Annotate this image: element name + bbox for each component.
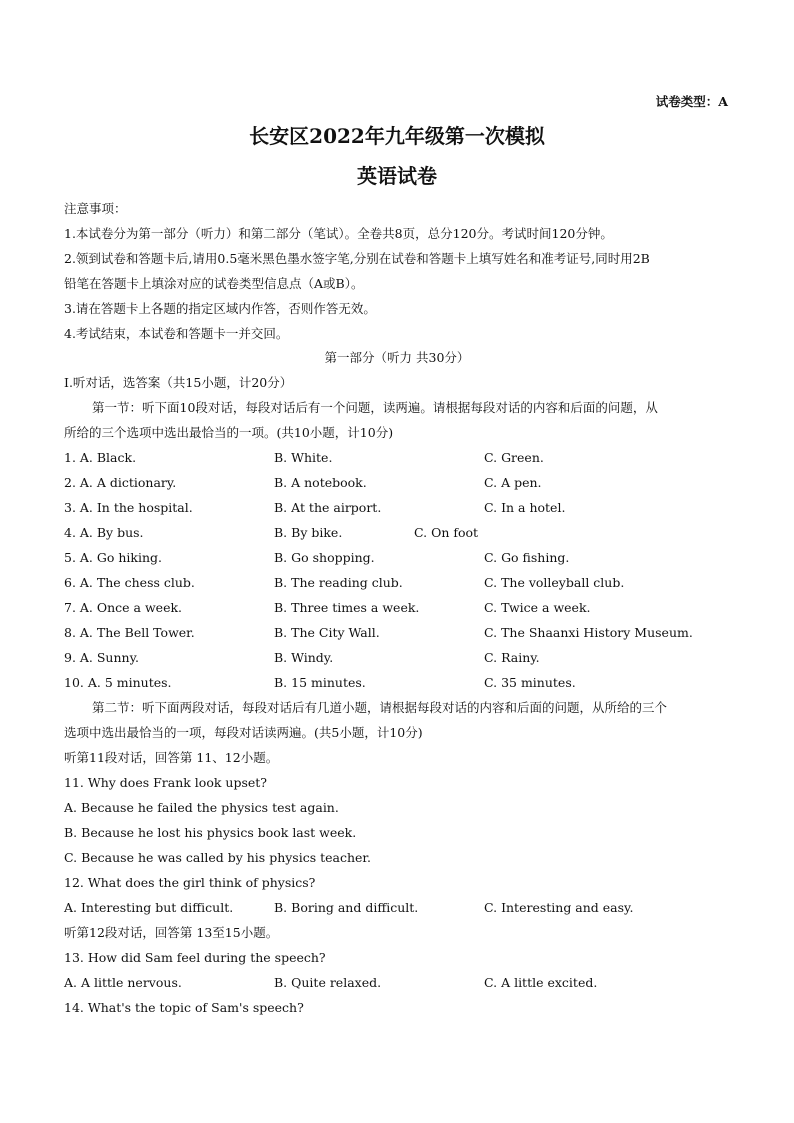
option-c: C. On foot: [414, 525, 479, 540]
option-b: B. 15 minutes.: [274, 675, 366, 690]
section1-heading: I.听对话，选答案（共15小题，计20分）: [64, 375, 293, 390]
option-b: B. A notebook.: [274, 475, 367, 490]
option-a: 1. A. Black.: [64, 450, 137, 465]
option-a: 6. A. The chess club.: [64, 575, 195, 590]
option-c: C. The volleyball club.: [484, 575, 625, 590]
note-line: 1.本试卷分为第一部分（听力）和第二部分（笔试）。全卷共8页，总分120分。考试时间120分钟。: [64, 226, 613, 241]
option-c: C. Interesting and easy.: [484, 900, 634, 915]
option-a: 4. A. By bus.: [64, 525, 144, 540]
q11-option-a: A. Because he failed the physics test again.: [64, 800, 339, 815]
option-c: C. Go fishing.: [484, 550, 570, 565]
option-c: C. In a hotel.: [484, 500, 566, 515]
option-c: C. The Shaanxi History Museum.: [484, 625, 693, 640]
q11-option-b: B. Because he lost his physics book last week.: [64, 825, 357, 840]
exam-type-label: 试卷类型：A: [655, 94, 728, 109]
question-13: 13. How did Sam feel during the speech?: [64, 950, 326, 965]
q11-option-c: C. Because he was called by his physics teacher.: [64, 850, 372, 865]
option-a: 9. A. Sunny.: [64, 650, 139, 665]
option-a: 10. A. 5 minutes.: [64, 675, 172, 690]
page-title: 长安区2022年九年级第一次模拟: [249, 124, 545, 148]
question-12: 12. What does the girl think of physics?: [64, 875, 316, 890]
option-b: B. Go shopping.: [274, 550, 375, 565]
option-a: A. A little nervous.: [64, 975, 182, 990]
option-b: B. The reading club.: [274, 575, 403, 590]
sub2-instructions: 第二节：听下面两段对话，每段对话后有几道小题，请根据每段对话的内容和后面的问题，从所给的三个: [92, 700, 668, 715]
option-b: B. Windy.: [274, 650, 334, 665]
option-a: A. Interesting but difficult.: [64, 900, 234, 915]
option-c: C. 35 minutes.: [484, 675, 576, 690]
option-b: B. By bike.: [274, 525, 343, 540]
option-c: C. Rainy.: [484, 650, 540, 665]
note-line: 铅笔在答题卡上填涂对应的试卷类型信息点（A或B）。: [64, 276, 364, 291]
option-a: 8. A. The Bell Tower.: [64, 625, 195, 640]
question-11: 11. Why does Frank look upset?: [64, 775, 267, 790]
option-c: C. A pen.: [484, 475, 542, 490]
note-line: 3.请在答题卡上各题的指定区域内作答，否则作答无效。: [64, 301, 376, 316]
option-c: C. A little excited.: [484, 975, 598, 990]
notes-heading: 注意事项：: [64, 201, 127, 216]
option-b: B. Boring and difficult.: [274, 900, 419, 915]
note-line: 4.考试结束，本试卷和答题卡一并交回。: [64, 326, 289, 341]
sub1-instructions: 第一节：听下面10段对话，每段对话后有一个问题，读两遍。请根据每段对话的内容和后面的问题，从: [92, 400, 658, 415]
option-a: 7. A. Once a week.: [64, 600, 183, 615]
option-a: 5. A. Go hiking.: [64, 550, 163, 565]
part1-title: 第一部分（听力 共30分）: [324, 350, 470, 365]
dialog-intro: 听第12段对话，回答第 13至15小题。: [64, 925, 279, 940]
sub2-instructions-cont: 选项中选出最恰当的一项，每段对话读两遍。(共5小题，计10分): [64, 725, 423, 740]
option-a: 2. A. A dictionary.: [64, 475, 177, 490]
option-c: C. Twice a week.: [484, 600, 591, 615]
sub1-instructions-cont: 所给的三个选项中选出最恰当的一项。(共10小题，计10分): [64, 425, 394, 440]
question-14: 14. What's the topic of Sam's speech?: [64, 1000, 304, 1015]
dialog-intro: 听第11段对话，回答第 11、12小题。: [64, 750, 279, 765]
option-a: 3. A. In the hospital.: [64, 500, 193, 515]
option-b: B. Three times a week.: [274, 600, 420, 615]
option-b: B. Quite relaxed.: [274, 975, 382, 990]
option-b: B. The City Wall.: [274, 625, 380, 640]
option-c: C. Green.: [484, 450, 544, 465]
page-subtitle: 英语试卷: [357, 164, 437, 188]
note-line: 2.领到试卷和答题卡后,请用0.5毫米黑色墨水签字笔,分别在试卷和答题卡上填写姓名和准考证号,同时用2B: [64, 251, 650, 266]
option-b: B. White.: [274, 450, 333, 465]
option-b: B. At the airport.: [274, 500, 382, 515]
